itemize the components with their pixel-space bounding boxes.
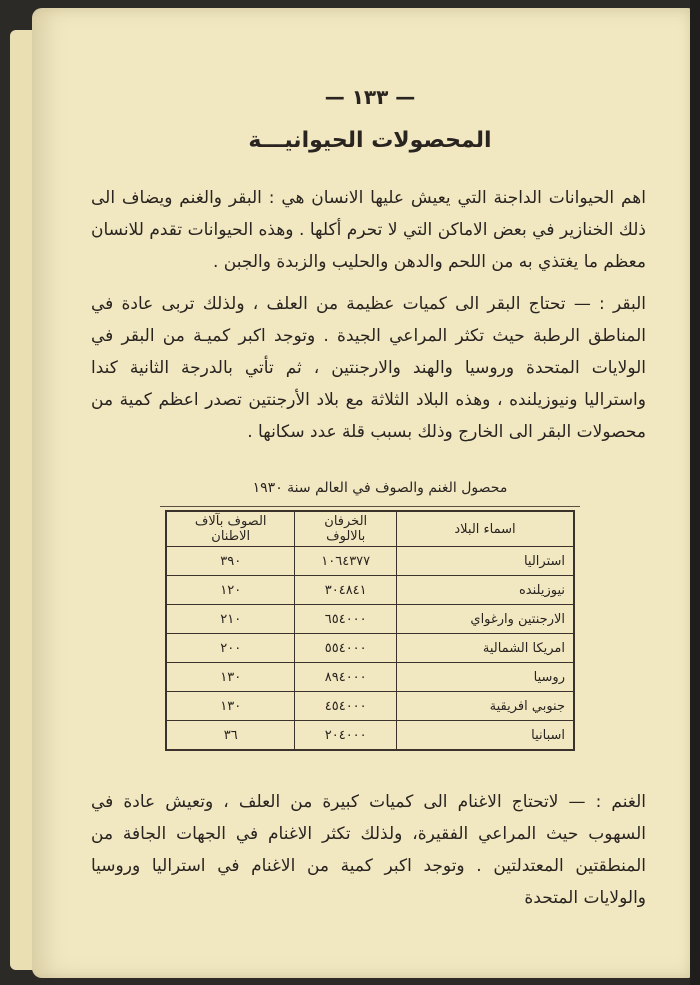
header-country: اسماء البلاد xyxy=(397,511,575,547)
cell-country: نيوزيلنده xyxy=(397,576,575,605)
paragraph-cattle: البقر : — تحتاج البقر الى كميات عظيمة من العلف ، ولذلك تربى عادة في المناطق الرطبة حيث تكثر المراعي الجيدة . وتوجد اكبر كميـة من البقر في الولايات المتحدة وروسيا والهند والارجنتين ، ثم تأتي بالدرجة الثانية كندا واستراليا ونيوزيلنده ، وهذه البلاد الثلاثة مع بلاد الأرجنتين تصدر اعظم كمية من محصولات البقر الى الخارج وذلك بسبب قلة عدد سكانها . xyxy=(91,294,646,442)
sheep-wool-table xyxy=(165,510,575,751)
cell-sheep: ١٠٦٤٣٧٧ xyxy=(295,547,397,576)
cell-country: استراليا xyxy=(397,547,575,576)
cell-country: روسيا xyxy=(397,663,575,692)
cell-sheep: ٦٥٤٠٠٠ xyxy=(295,605,397,634)
cell-wool: ١٢٠ xyxy=(166,576,295,605)
table-row xyxy=(166,547,574,576)
cell-wool: ٣٦ xyxy=(166,721,295,751)
table-row xyxy=(166,605,574,634)
table-top-rule xyxy=(160,506,580,507)
table-row xyxy=(166,663,574,692)
cell-wool: ٢٠٠ xyxy=(166,634,295,663)
page-number: — ١٣٣ — xyxy=(324,85,416,109)
cell-wool: ١٣٠ xyxy=(166,663,295,692)
table-row xyxy=(166,576,574,605)
cell-country: جنوبي افريقية xyxy=(397,692,575,721)
cell-wool: ١٣٠ xyxy=(166,692,295,721)
header-wool: الصوف بآلاف الاطنان xyxy=(166,511,295,547)
cell-sheep: ٣٠٤٨٤١ xyxy=(295,576,397,605)
cell-sheep: ٨٩٤٠٠٠ xyxy=(295,663,397,692)
cell-sheep: ٢٠٤٠٠٠ xyxy=(295,721,397,751)
cell-country: امريكا الشمالية xyxy=(397,634,575,663)
table-header-row xyxy=(166,511,574,547)
paragraph-sheep: الغنم : — لاتحتاج الاغنام الى كميات كبيرة من العلف ، وتعيش عادة في السهوب حيث المراعي الفقيرة، ولذلك تكثر الاغنام في الجهات الجافة من المنطقتين المعتدلتين . وتوجد اكبر كمية من الاغنام في استراليا وروسيا والولايات المتحدة xyxy=(91,792,646,908)
table-row xyxy=(166,692,574,721)
cell-sheep: ٤٥٤٠٠٠ xyxy=(295,692,397,721)
table-row xyxy=(166,721,574,751)
paragraph-intro: اهم الحيوانات الداجنة التي يعيش عليها الانسان هي : البقر والغنم ويضاف الى ذلك الخنازير في بعض الاماكن التي لا تحرم أكلها . وهذه الحيوانات تقدم للانسان معظم ما يغتذي به من اللحم والدهن والحليب والزبدة والجبن . xyxy=(91,188,646,272)
table-row xyxy=(166,634,574,663)
header-sheep: الخرفان بالالوف xyxy=(295,511,397,547)
cell-wool: ٣٩٠ xyxy=(166,547,295,576)
cell-wool: ٢١٠ xyxy=(166,605,295,634)
cell-country: الارجنتين وارغواي xyxy=(397,605,575,634)
table-caption: محصول الغنم والصوف في العالم سنة ١٩٣٠ xyxy=(252,480,508,496)
cell-sheep: ٥٥٤٠٠٠ xyxy=(295,634,397,663)
page-title: المحصولات الحيوانيـــة xyxy=(248,128,492,153)
scan-border xyxy=(690,0,700,985)
cell-country: اسبانيا xyxy=(397,721,575,751)
